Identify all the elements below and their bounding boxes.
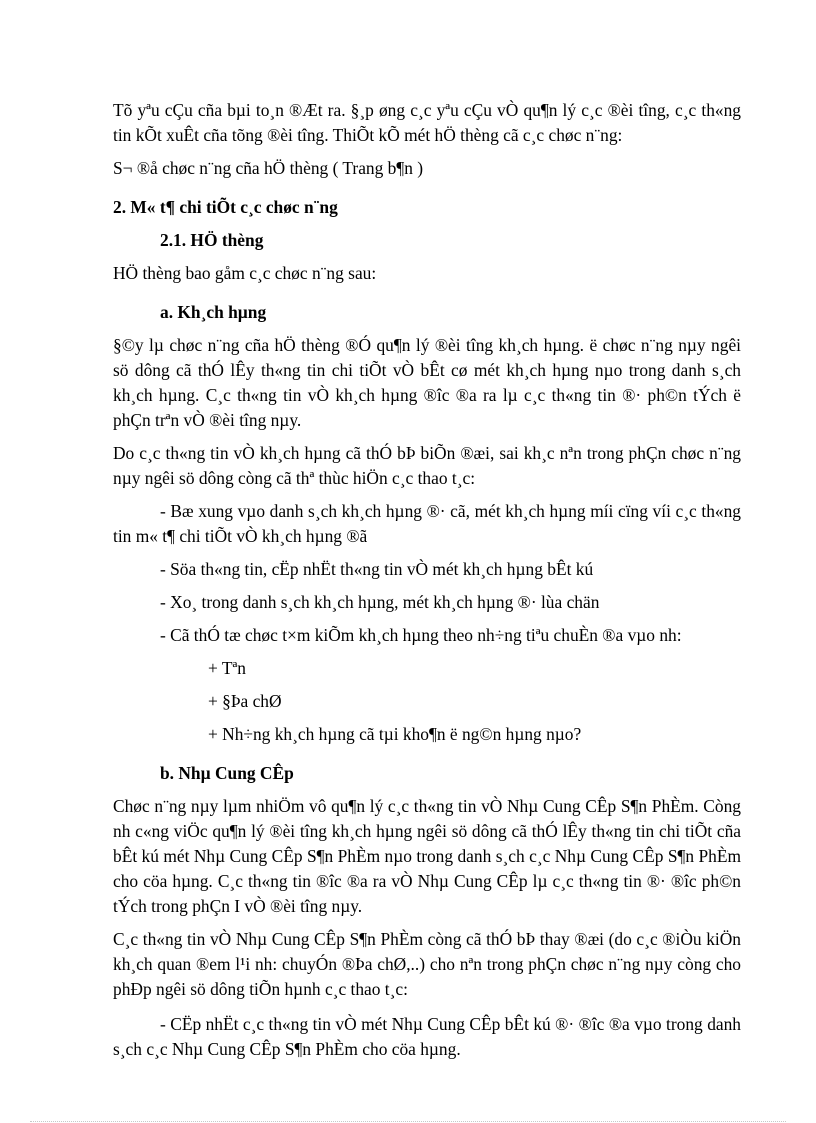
part-a-paragraph-2: Do c¸c th«ng tin vÒ kh¸ch hµng cã thÓ bÞ biÕn ®æi, sai kh¸c nªn trong phÇn chøc n¨ng nµy ngêi sö dông còng cã thª thùc hiÖn c¸c thao t¸c:	[113, 443, 741, 488]
part-a-item-1: - Bæ xung vµo danh s¸ch kh¸ch hµng ®· cã, mét kh¸ch hµng míi cïng víi c¸c th«ng tin m« t¶ chi tiÕt vÒ kh¸ch hµng ®ã	[113, 501, 741, 546]
part-a-subitem-2: + §Þa chØ	[208, 691, 282, 711]
part-a-subitem-3: + Nh÷ng kh¸ch hµng cã tµi kho¶n ë ng©n hµng nµo?	[208, 724, 582, 744]
section-2-heading: 2. M« t¶ chi tiÕt c¸c chøc n¨ng	[113, 197, 338, 217]
part-b-paragraph-1: Chøc n¨ng nµy lµm nhiÖm vô qu¶n lý c¸c th«ng tin vÒ Nhµ Cung CÊp S¶n PhÈm. Còng nh c«ng viÖc qu¶n lý ®èi tîng kh¸ch hµng ngêi sö dông cã thÓ lÊy th«ng tin chi tiÕt cña bÊt kú mét Nhµ Cung CÊp S¶n PhÈm nµo trong danh s¸ch c¸c Nhµ Cung CÊp S¶n PhÈm cho cöa hµng. C¸c th«ng tin ®îc ®a ra vÒ Nhµ Cung CÊp lµ c¸c th«ng tin ®· ®îc ph©n tÝch trong phÇn I vÒ ®èi tîng nµy.	[113, 796, 741, 916]
part-a-item-3: - Xo¸ trong danh s¸ch kh¸ch hµng, mét kh¸ch hµng ®· lùa chän	[160, 592, 600, 612]
page-bottom-divider	[30, 1121, 786, 1122]
part-b-paragraph-2: C¸c th«ng tin vÒ Nhµ Cung CÊp S¶n PhÈm còng cã thÓ bÞ thay ®æi (do c¸c ®iÒu kiÖn kh¸ch quan ®em l¹i nh: chuyÓn ®Þa chØ,..) cho nªn trong phÇn chøc n¨ng nµy còng cho phÐp ngêi sö dông tiÕn hµnh c¸c thao t¸c:	[113, 929, 741, 999]
section-2-1-heading: 2.1. HÖ thèng	[160, 230, 264, 250]
part-a-heading: a. Kh¸ch hµng	[160, 302, 267, 322]
section-2-1-intro: HÖ thèng bao gåm c¸c chøc n¨ng sau:	[113, 263, 377, 283]
intro-paragraph: Tõ yªu cÇu cña bµi to¸n ®Æt ra. §¸p øng c¸c yªu cÇu vÒ qu¶n lý c¸c ®èi tîng, c¸c th«ng tin kÕt xuÊt cña tõng ®èi tîng. ThiÕt kÕ mét hÖ thèng cã c¸c chøc n¨ng:	[113, 100, 741, 145]
part-a-paragraph-1: §©y lµ chøc n¨ng cña hÖ thèng ®Ó qu¶n lý ®èi tîng kh¸ch hµng. ë chøc n¨ng nµy ngêi sö dông cã thÓ lÊy th«ng tin chi tiÕt vÒ bÊt cø mét kh¸ch hµng nµo trong danh s¸ch kh¸ch hµng. C¸c th«ng tin vÒ kh¸ch hµng ®îc ®a ra lµ c¸c th«ng tin ®· ph©n tÝch ë phÇn trªn vÒ ®èi tîng nµy.	[113, 335, 741, 430]
part-b-heading: b. Nhµ Cung CÊp	[160, 763, 294, 783]
part-b-item-1: - CËp nhËt c¸c th«ng tin vÒ mét Nhµ Cung CÊp bÊt kú ®· ®îc ®a vµo trong danh s¸ch c¸c Nhµ Cung CÊp S¶n PhÈm cho cöa hµng.	[113, 1014, 741, 1059]
document-page	[113, 98, 741, 1062]
part-a-item-4: - Cã thÓ tæ chøc t×m kiÕm kh¸ch hµng theo nh÷ng tiªu chuÈn ®a vµo nh:	[160, 625, 682, 645]
part-a-subitem-1: + Tªn	[208, 658, 246, 678]
diagram-caption: S¬ ®å chøc n¨ng cña hÖ thèng ( Trang b¶n )	[113, 158, 424, 178]
part-a-item-2: - Söa th«ng tin, cËp nhËt th«ng tin vÒ mét kh¸ch hµng bÊt kú	[160, 559, 594, 579]
